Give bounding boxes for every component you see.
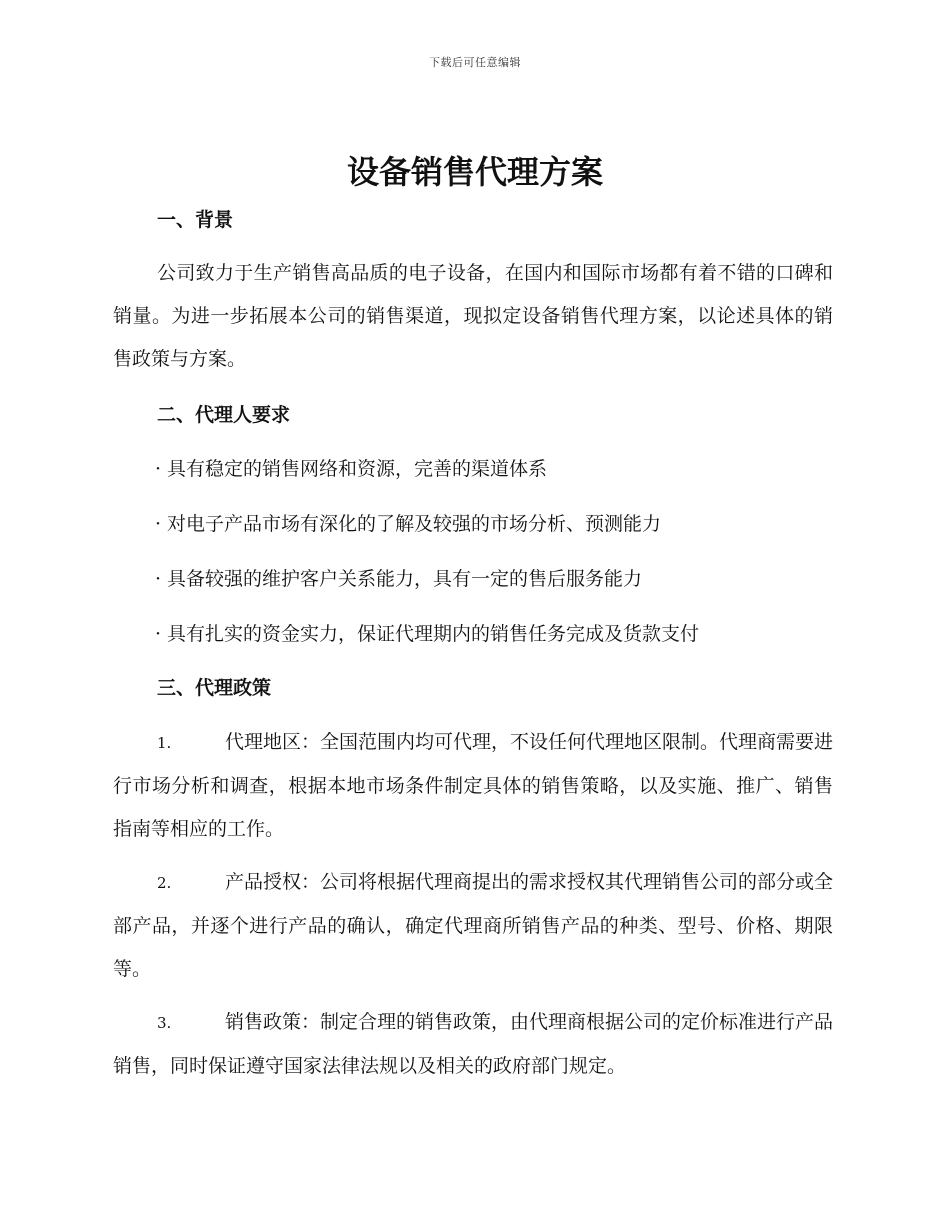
section-heading-agent-requirements: 二、代理人要求 [157, 404, 291, 426]
requirement-text: 具备较强的维护客户关系能力，具有一定的售后服务能力 [167, 568, 643, 590]
bullet-dot-icon: · [155, 513, 162, 535]
requirement-item [155, 565, 642, 593]
requirement-text: 具有稳定的销售网络和资源，完善的渠道体系 [167, 458, 548, 480]
requirement-text: 具有扎实的资金实力，保证代理期内的销售任务完成及货款支付 [167, 623, 700, 645]
document-title: 设备销售代理方案 [346, 153, 603, 191]
bullet-dot-icon: · [155, 623, 162, 645]
policy-text: 代理地区：全国范围内均可代理，不设任何代理地区限制。代理商需要进行市场分析和调查，根据本地市场条件制定具体的销售策略，以及实施、推广、销售指南等相应的工作。 [113, 731, 834, 840]
policy-number: 3. [157, 1014, 172, 1032]
policy-item [113, 721, 833, 851]
policy-item [113, 861, 833, 991]
requirement-item [155, 510, 661, 538]
policy-number: 2. [157, 874, 172, 892]
header-note: 下载后可任意编辑 [429, 56, 521, 69]
requirement-item [155, 620, 699, 648]
bullet-dot-icon: · [155, 568, 162, 590]
policy-number: 1. [157, 734, 172, 752]
policy-text: 销售政策：制定合理的销售政策，由代理商根据公司的定价标准进行产品销售，同时保证遵守国家法律法规以及相关的政府部门规定。 [113, 1011, 834, 1077]
policy-text: 产品授权：公司将根据代理商提出的需求授权其代理销售公司的部分或全部产品，并逐个进行产品的确认，确定代理商所销售产品的种类、型号、价格、期限等。 [113, 871, 834, 980]
section-heading-background: 一、背景 [157, 209, 234, 231]
policy-item [113, 1001, 833, 1088]
section-heading-agency-policy: 三、代理政策 [157, 677, 272, 699]
requirement-text: 对电子产品市场有深化的了解及较强的市场分析、预测能力 [167, 513, 662, 535]
bullet-dot-icon: · [155, 458, 162, 480]
background-paragraph: 公司致力于生产销售高品质的电子设备，在国内和国际市场都有着不错的口碑和销量。为进一步拓展本公司的销售渠道，现拟定设备销售代理方案，以论述具体的销售政策与方案。 [113, 262, 833, 370]
requirement-item [155, 455, 547, 483]
